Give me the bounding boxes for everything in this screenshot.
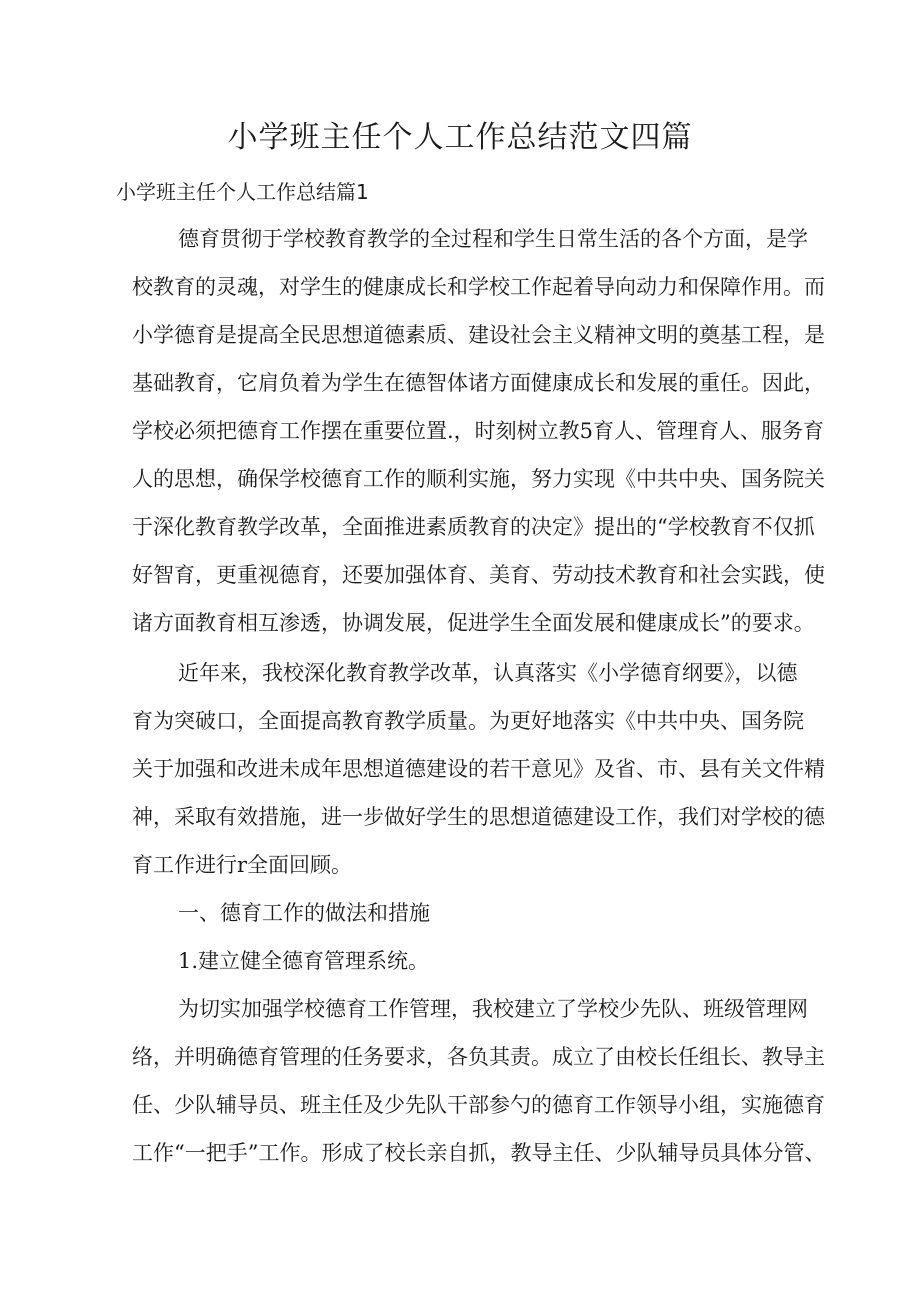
paragraph-2-line: 近年来，我校深化教育教学改革，认真落实《小学德育纲要》，以德 (178, 661, 798, 685)
paragraph-3-line: 任、少队辅导员、班主任及少先队干部参勺的德育工作领导小组，实施德育 (132, 1093, 825, 1117)
paragraph-3-line: 为切实加强学校德育工作管理，我校建立了学校少先队、班级管理网 (178, 997, 808, 1021)
paragraph-1-line: 小学德育是提高全民思想道德素质、建设社会主义精神文明的奠基工程，是 (132, 323, 825, 347)
document-subtitle: 小学班主任个人工作总结篇1 (116, 180, 369, 204)
subsection-heading: 1.建立健全德育管理系统。 (178, 949, 430, 973)
paragraph-2-line: 关于加强和改进未成年思想道德建设的若干意见》及省、市、县有关文件精 (132, 757, 825, 781)
paragraph-2-line: 神，采取有效措施，进一步做好学生的思想道德建设工作，我们对学校的德 (132, 805, 825, 829)
paragraph-1-line: 德育贯彻于学校教育教学的全过程和学生日常生活的各个方面，是学 (178, 227, 808, 251)
paragraph-1-line: 于深化教育教学改革，全面推进素质教育的决定》提出的“学校教育不仅抓 (132, 515, 815, 539)
paragraph-1-line: 基础教育，它肩负着为学生在德智体诸方面健康成长和发展的重任。因此， (132, 371, 825, 395)
paragraph-1-line: 好智育，更重视德育，还要加强体育、美育、劳动技术教育和社会实践，使 (132, 563, 825, 587)
paragraph-2-line: 育工作进行r全面回顾。 (132, 853, 353, 877)
paragraph-1-line: 人的思想，确保学校德育工作的顺利实施，努力实现《中共中央、国务院关 (132, 467, 825, 491)
paragraph-1-line: 校教育的灵魂，对学生的健康成长和学校工作起着导向动力和保障作用。而 (132, 275, 825, 299)
paragraph-3-line: 工作“一把手”工作。形成了校长亲自抓，教导主任、少队辅导员具体分管、 (132, 1141, 826, 1165)
paragraph-1-line: 学校必须把德育工作摆在重要位置.，时刻树立教5育人、管理育人、服务育 (132, 419, 825, 443)
paragraph-2-line: 育为突破口，全面提高教育教学质量。为更好地落实《中共中央、国务院 (132, 709, 804, 733)
paragraph-3-line: 络，并明确德育管理的任务要求，各负其责。成立了由校长任组长、教导主 (132, 1045, 825, 1069)
document-title: 小学班主任个人工作总结范文四篇 (227, 120, 693, 155)
paragraph-1-line: 诸方面教育相互渗透，协调发展，促进学生全面发展和健康成长”的要求。 (132, 611, 815, 635)
section-heading: 一、德育工作的做法和措施 (178, 901, 430, 925)
